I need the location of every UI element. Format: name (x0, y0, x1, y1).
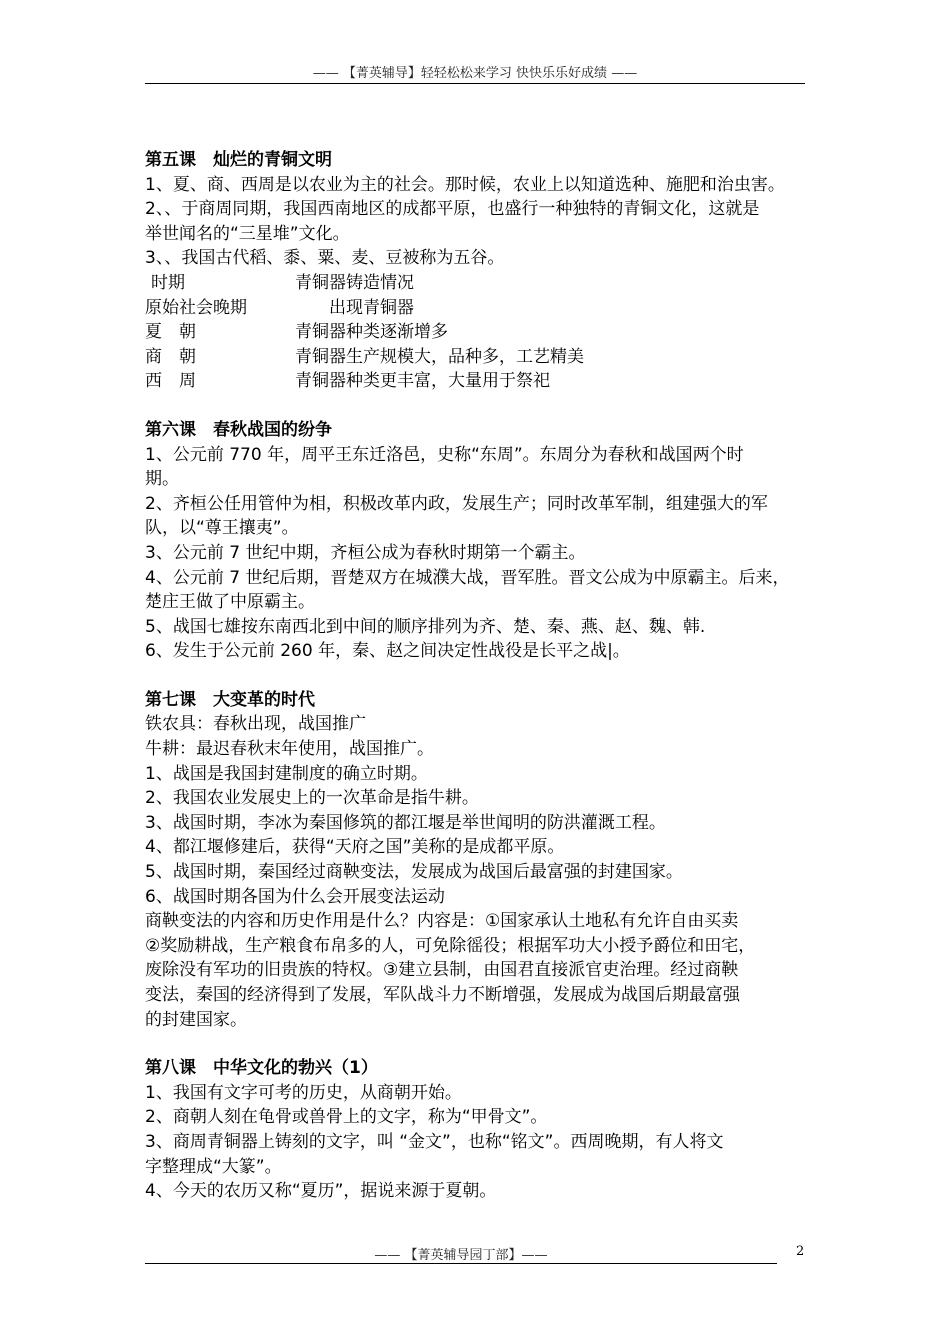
page-number: 2 (796, 1244, 805, 1259)
lesson7-line: 6、战国时期各国为什么会开展变法运动 (145, 886, 445, 907)
table-cell: 夏 朝 (145, 322, 196, 343)
footer-rule (145, 1263, 777, 1264)
lesson8-line: 2、商朝人刻在龟骨或兽骨上的文字，称为“甲骨文”。 (145, 1107, 548, 1128)
lesson6-title: 第六课 春秋战国的纷争 (145, 419, 332, 440)
table-cell: 时期 (151, 272, 185, 293)
lesson6-line: 6、发生于公元前 260 年，秦、赵之间决定性战役是长平之战|。 (145, 641, 630, 662)
lesson5-title: 第五课 灿烂的青铜文明 (145, 150, 332, 170)
lesson7-line: 牛耕：最迟春秋末年使用，战国推广。 (145, 739, 434, 760)
bronze-table-row (145, 320, 825, 345)
lesson7-line: 变法，秦国的经济得到了发展，军队战斗力不断增强，发展成为战国后期最富强 (145, 985, 740, 1005)
lesson7-line: 3、战国时期，李冰为秦国修筑的都江堰是举世闻明的防洪灌溉工程。 (145, 812, 666, 833)
bronze-table-header (145, 271, 825, 296)
lesson7-line: 1、战国是我国封建制度的确立时期。 (145, 763, 428, 784)
lesson6-line: 期。 (145, 469, 179, 490)
bronze-table-row (145, 345, 825, 370)
lesson7-line: 废除没有军功的旧贵族的特权。③建立县制，由国君直接派官吏治理。经过商鞅 (145, 960, 739, 981)
lesson5-line: 2、、于商周同期，我国西南地区的成都平原，也盛行一种独特的青铜文化，这就是 (145, 199, 760, 220)
lesson7-line: 铁农具：春秋出现，战国推广 (145, 714, 366, 735)
table-cell: 青铜器种类更丰富，大量用于祭祀 (295, 371, 550, 392)
lesson8-title: 第八课 中华文化的勃兴（1） (145, 1058, 378, 1079)
lesson8-line: 1、我国有文字可考的历史，从商朝开始。 (145, 1082, 462, 1103)
lesson8-line: 4、今天的农历又称“夏历”，据说来源于夏朝。 (145, 1181, 497, 1202)
lesson7-line: 商鞅变法的内容和历史作用是什么？内容是：①国家承认土地私有允许自由买卖 (145, 911, 739, 932)
bronze-table-row (145, 369, 825, 394)
lesson7-line: 的封建国家。 (145, 1009, 247, 1030)
lesson6-line: 队，以“尊王攘夷”。 (145, 518, 299, 539)
lesson6-line: 5、战国七雄按东南西北到中间的顺序排列为齐、楚、秦、燕、赵、魏、韩. (145, 616, 706, 637)
lesson6-line: 4、公元前 7 世纪后期，晋楚双方在城濮大战，晋军胜。晋文公成为中原霸主。后来， (145, 567, 790, 588)
page-footer: —— 【菁英辅导园丁部】—— (374, 1248, 548, 1263)
lesson6-line: 楚庄王做了中原霸主。 (145, 592, 315, 613)
lesson7-line: 4、都江堰修建后，获得“天府之国”美称的是成都平原。 (145, 837, 565, 858)
table-cell: 青铜器种类逐渐增多 (295, 322, 448, 343)
table-cell: 原始社会晚期 (145, 297, 247, 318)
lesson5-line: 举世闻名的“三星堆”文化。 (145, 223, 350, 244)
document-body (145, 148, 825, 1204)
table-cell: 出现青铜器 (329, 297, 414, 318)
lesson7-line: ②奖励耕战，生产粮食布帛多的人，可免除徭役；根据军功大小授予爵位和田宅， (145, 935, 756, 956)
table-cell: 商 朝 (145, 346, 196, 367)
lesson6-line: 1、公元前 770 年，周平王东迁洛邑，史称“东周”。东周分为春秋和战国两个时 (145, 444, 744, 465)
lesson5-line: 3、、我国古代稻、黍、粟、麦、豆被称为五谷。 (145, 248, 505, 269)
lesson8-line: 字整理成“大篆”。 (145, 1156, 282, 1177)
table-cell: 青铜器生产规模大，品种多，工艺精美 (295, 346, 584, 367)
lesson5-line: 1、夏、商、西周是以农业为主的社会。那时候，农业上以知道选种、施肥和治虫害。 (145, 174, 785, 195)
lesson7-line: 5、战国时期，秦国经过商鞅变法，发展成为战国后最富强的封建国家。 (145, 862, 683, 883)
lesson6-line: 3、公元前 7 世纪中期，齐桓公成为春秋时期第一个霸主。 (145, 542, 586, 563)
table-cell: 青铜器铸造情况 (295, 272, 414, 293)
lesson8-line: 3、商周青铜器上铸刻的文字，叫 “金文”，也称“铭文”。西周晚期，有人将文 (145, 1131, 724, 1152)
table-cell: 西 周 (145, 371, 196, 392)
lesson7-line: 2、我国农业发展史上的一次革命是指牛耕。 (145, 788, 479, 809)
lesson6-line: 2、齐桓公任用管仲为相，积极改革内政，发展生产；同时改革军制，组建强大的军 (145, 493, 768, 514)
page-header: —— 【菁英辅导】轻轻松松来学习 快快乐乐好成绩 —— (312, 66, 638, 81)
header-rule (145, 83, 805, 84)
lesson7-title: 第七课 大变革的时代 (145, 689, 315, 710)
bronze-table-row (145, 296, 825, 321)
